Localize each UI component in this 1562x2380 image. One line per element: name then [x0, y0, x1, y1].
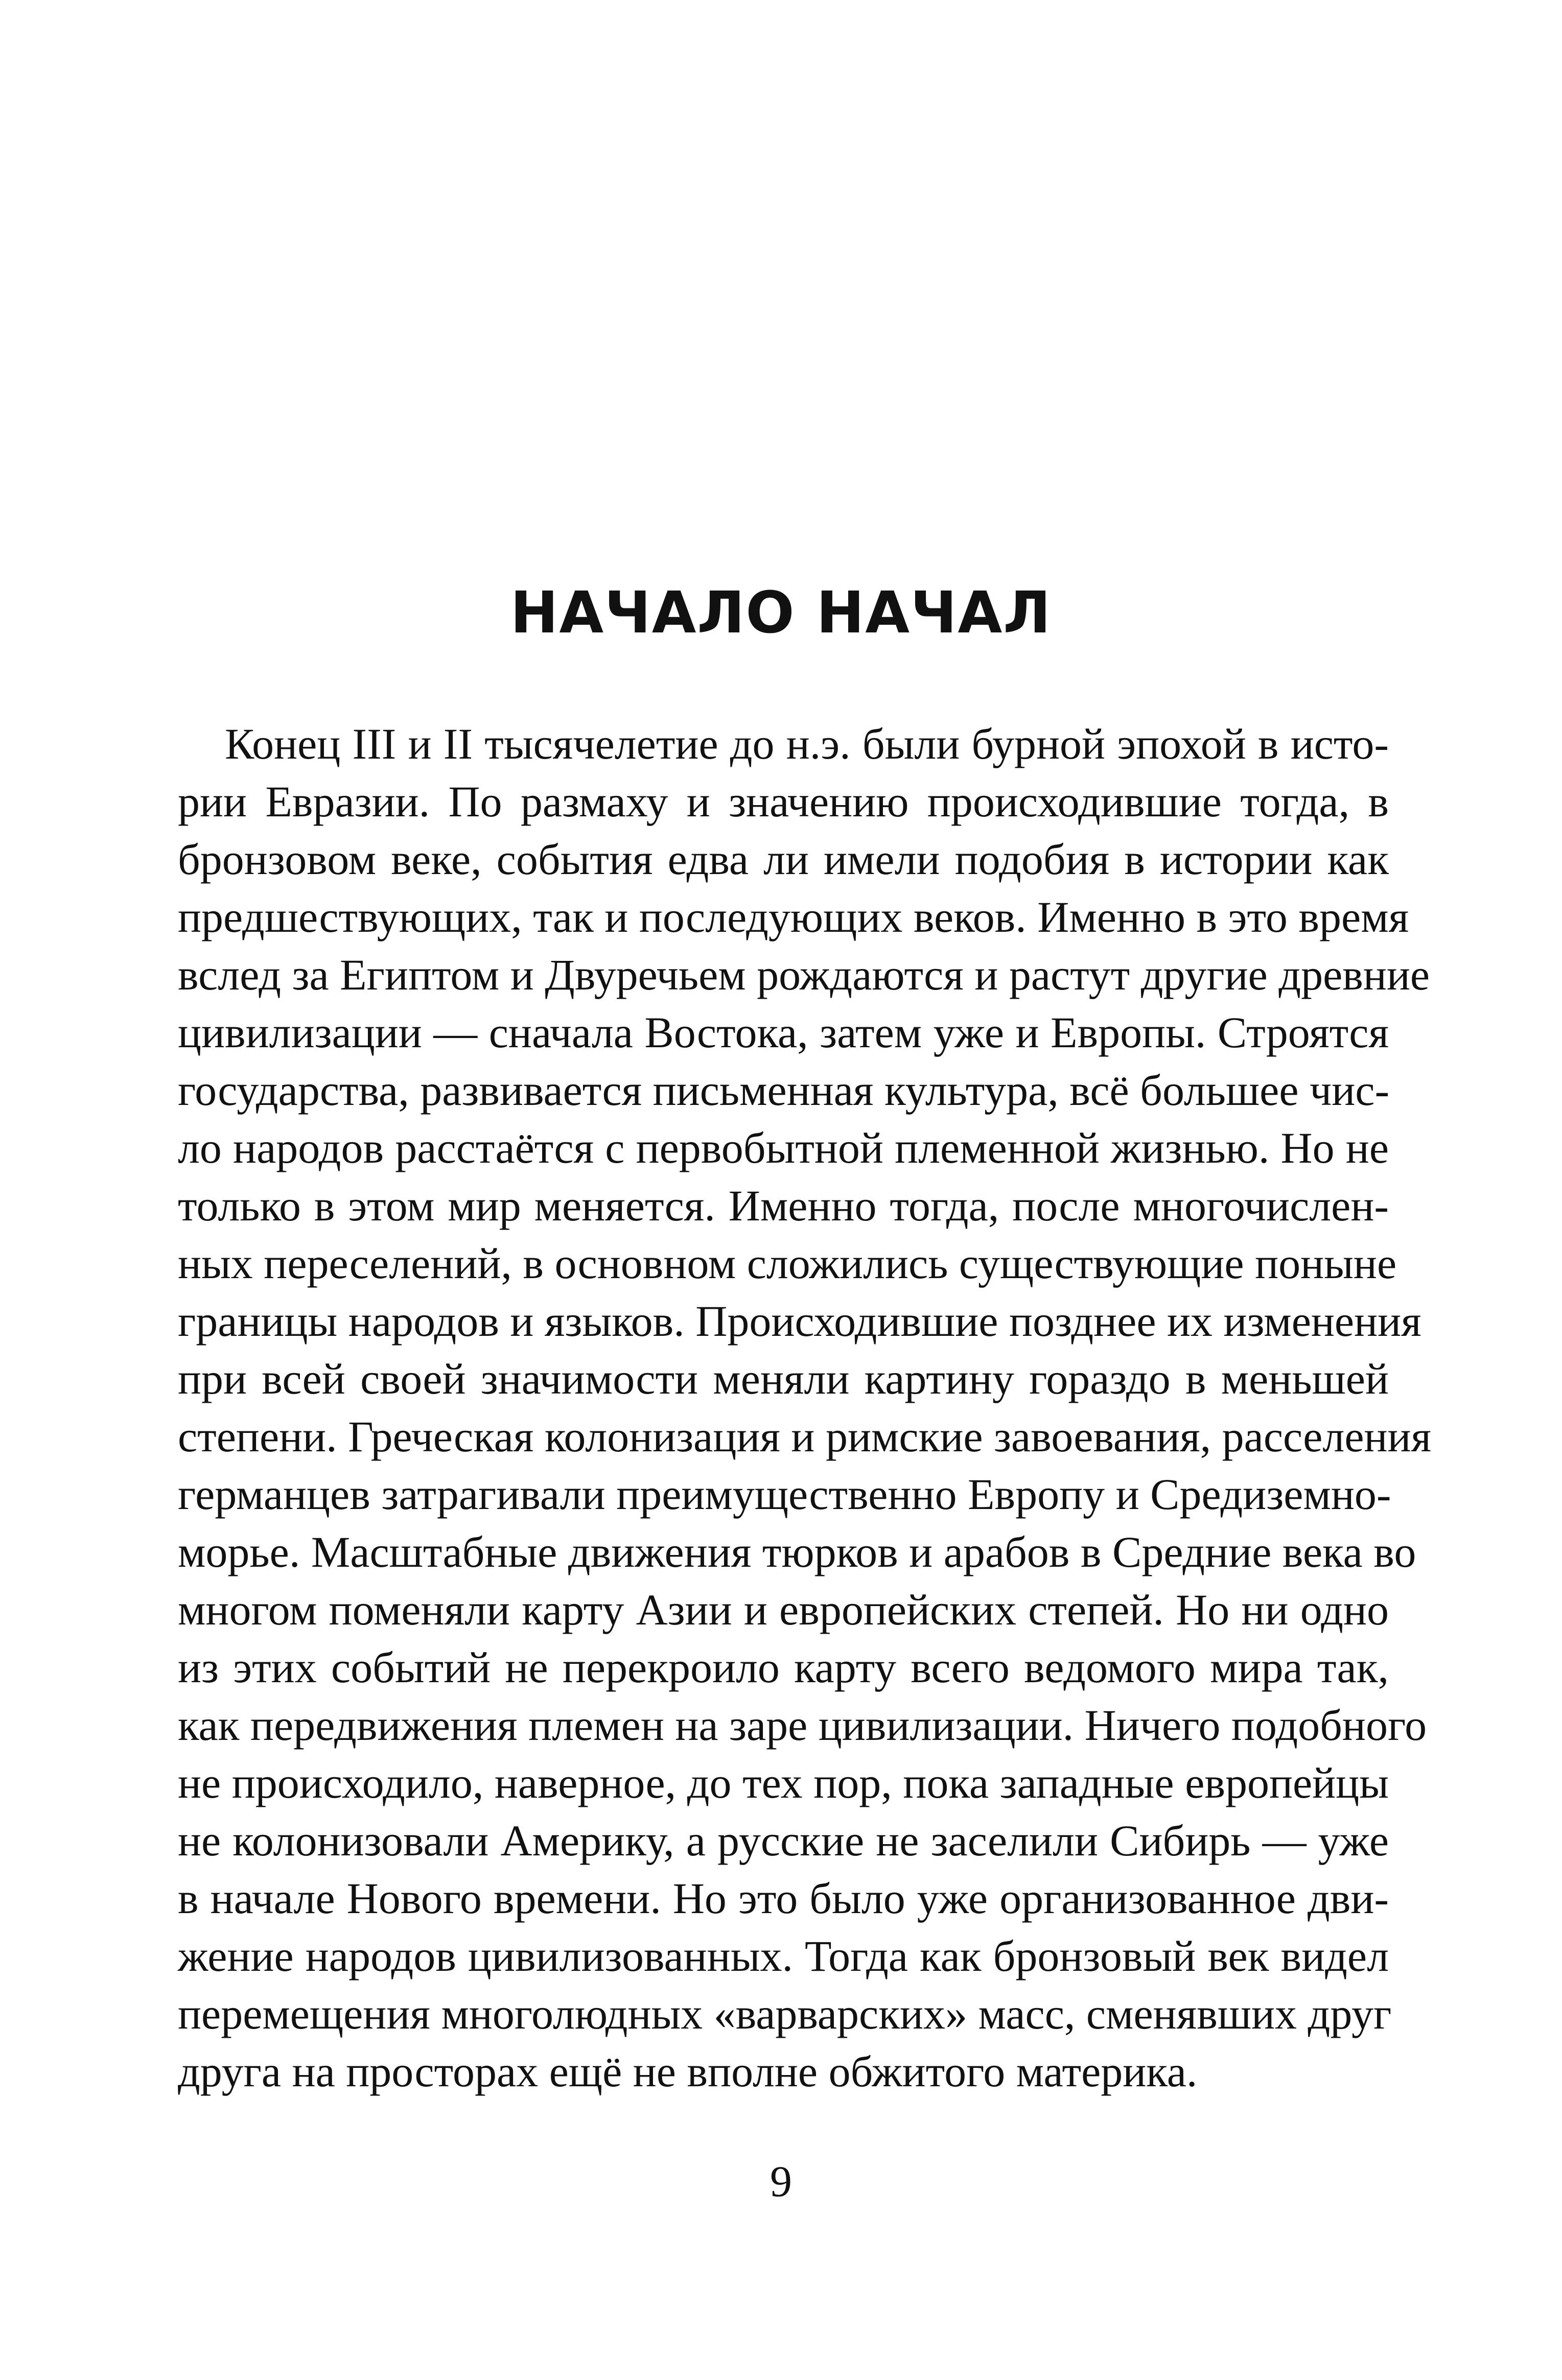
page-number: 9 — [770, 2157, 792, 2206]
text-line: германцев затрагивали преимущественно Европу и Средиземно- — [178, 1470, 1391, 1519]
text-line: цивилизации — сначала Востока, затем уже и Европы. Строятся — [178, 1008, 1389, 1057]
text-line: вслед за Египтом и Двуречьем рождаются и растут другие древние — [178, 950, 1430, 999]
text-line: только в этом мир меняется. Именно тогда, после многочислен- — [178, 1181, 1389, 1230]
text-line: ных переселений, в основном сложились существующие поныне — [178, 1239, 1397, 1288]
text-line: не происходило, наверное, до тех пор, пока западные европейцы — [178, 1758, 1389, 1807]
text-line: многом поменяли карту Азии и европейских степей. Но ни одно — [178, 1585, 1389, 1634]
text-line: ло народов расстаётся с первобытной племенной жизнью. Но не — [178, 1123, 1389, 1172]
text-line: не колонизовали Америку, а русские не заселили Сибирь — уже — [178, 1816, 1389, 1865]
text-line: степени. Греческая колонизация и римские завоевания, расселения — [178, 1412, 1432, 1461]
text-line: Конец III и II тысячелетие до н.э. были бурной эпохой в исто- — [225, 719, 1389, 768]
text-line: рии Евразии. По размаху и значению происходившие тогда, в — [178, 777, 1389, 826]
text-line: жение народов цивилизованных. Тогда как бронзовый век видел — [178, 1931, 1389, 1981]
text-line: бронзовом веке, события едва ли имели подобия в истории как — [178, 835, 1389, 884]
text-line: перемещения многолюдных «варварских» масс, сменявших друг — [178, 1989, 1392, 2038]
text-line: как передвижения племен на заре цивилизации. Ничего подобного — [178, 1701, 1427, 1750]
chapter-title: НАЧАЛО НАЧАЛ — [510, 580, 1052, 646]
text-line: государства, развивается письменная культура, всё большее чис- — [178, 1066, 1390, 1115]
text-line: в начале Нового времени. Но это было уже организованное дви- — [178, 1874, 1389, 1923]
text-line: друга на просторах ещё не вполне обжитого материка. — [178, 2047, 1198, 2096]
text-line: границы народов и языков. Происходившие позднее их изменения — [178, 1297, 1421, 1346]
text-line: предшествующих, так и последующих веков. Именно в это время — [178, 892, 1409, 941]
text-line: морье. Масштабные движения тюрков и арабов в Средние века во — [178, 1527, 1416, 1576]
body-paragraph — [178, 715, 1432, 2101]
text-line: из этих событий не перекроило карту всего ведомого мира так, — [178, 1643, 1389, 1692]
text-line: при всей своей значимости меняли картину гораздо в меньшей — [178, 1354, 1389, 1403]
